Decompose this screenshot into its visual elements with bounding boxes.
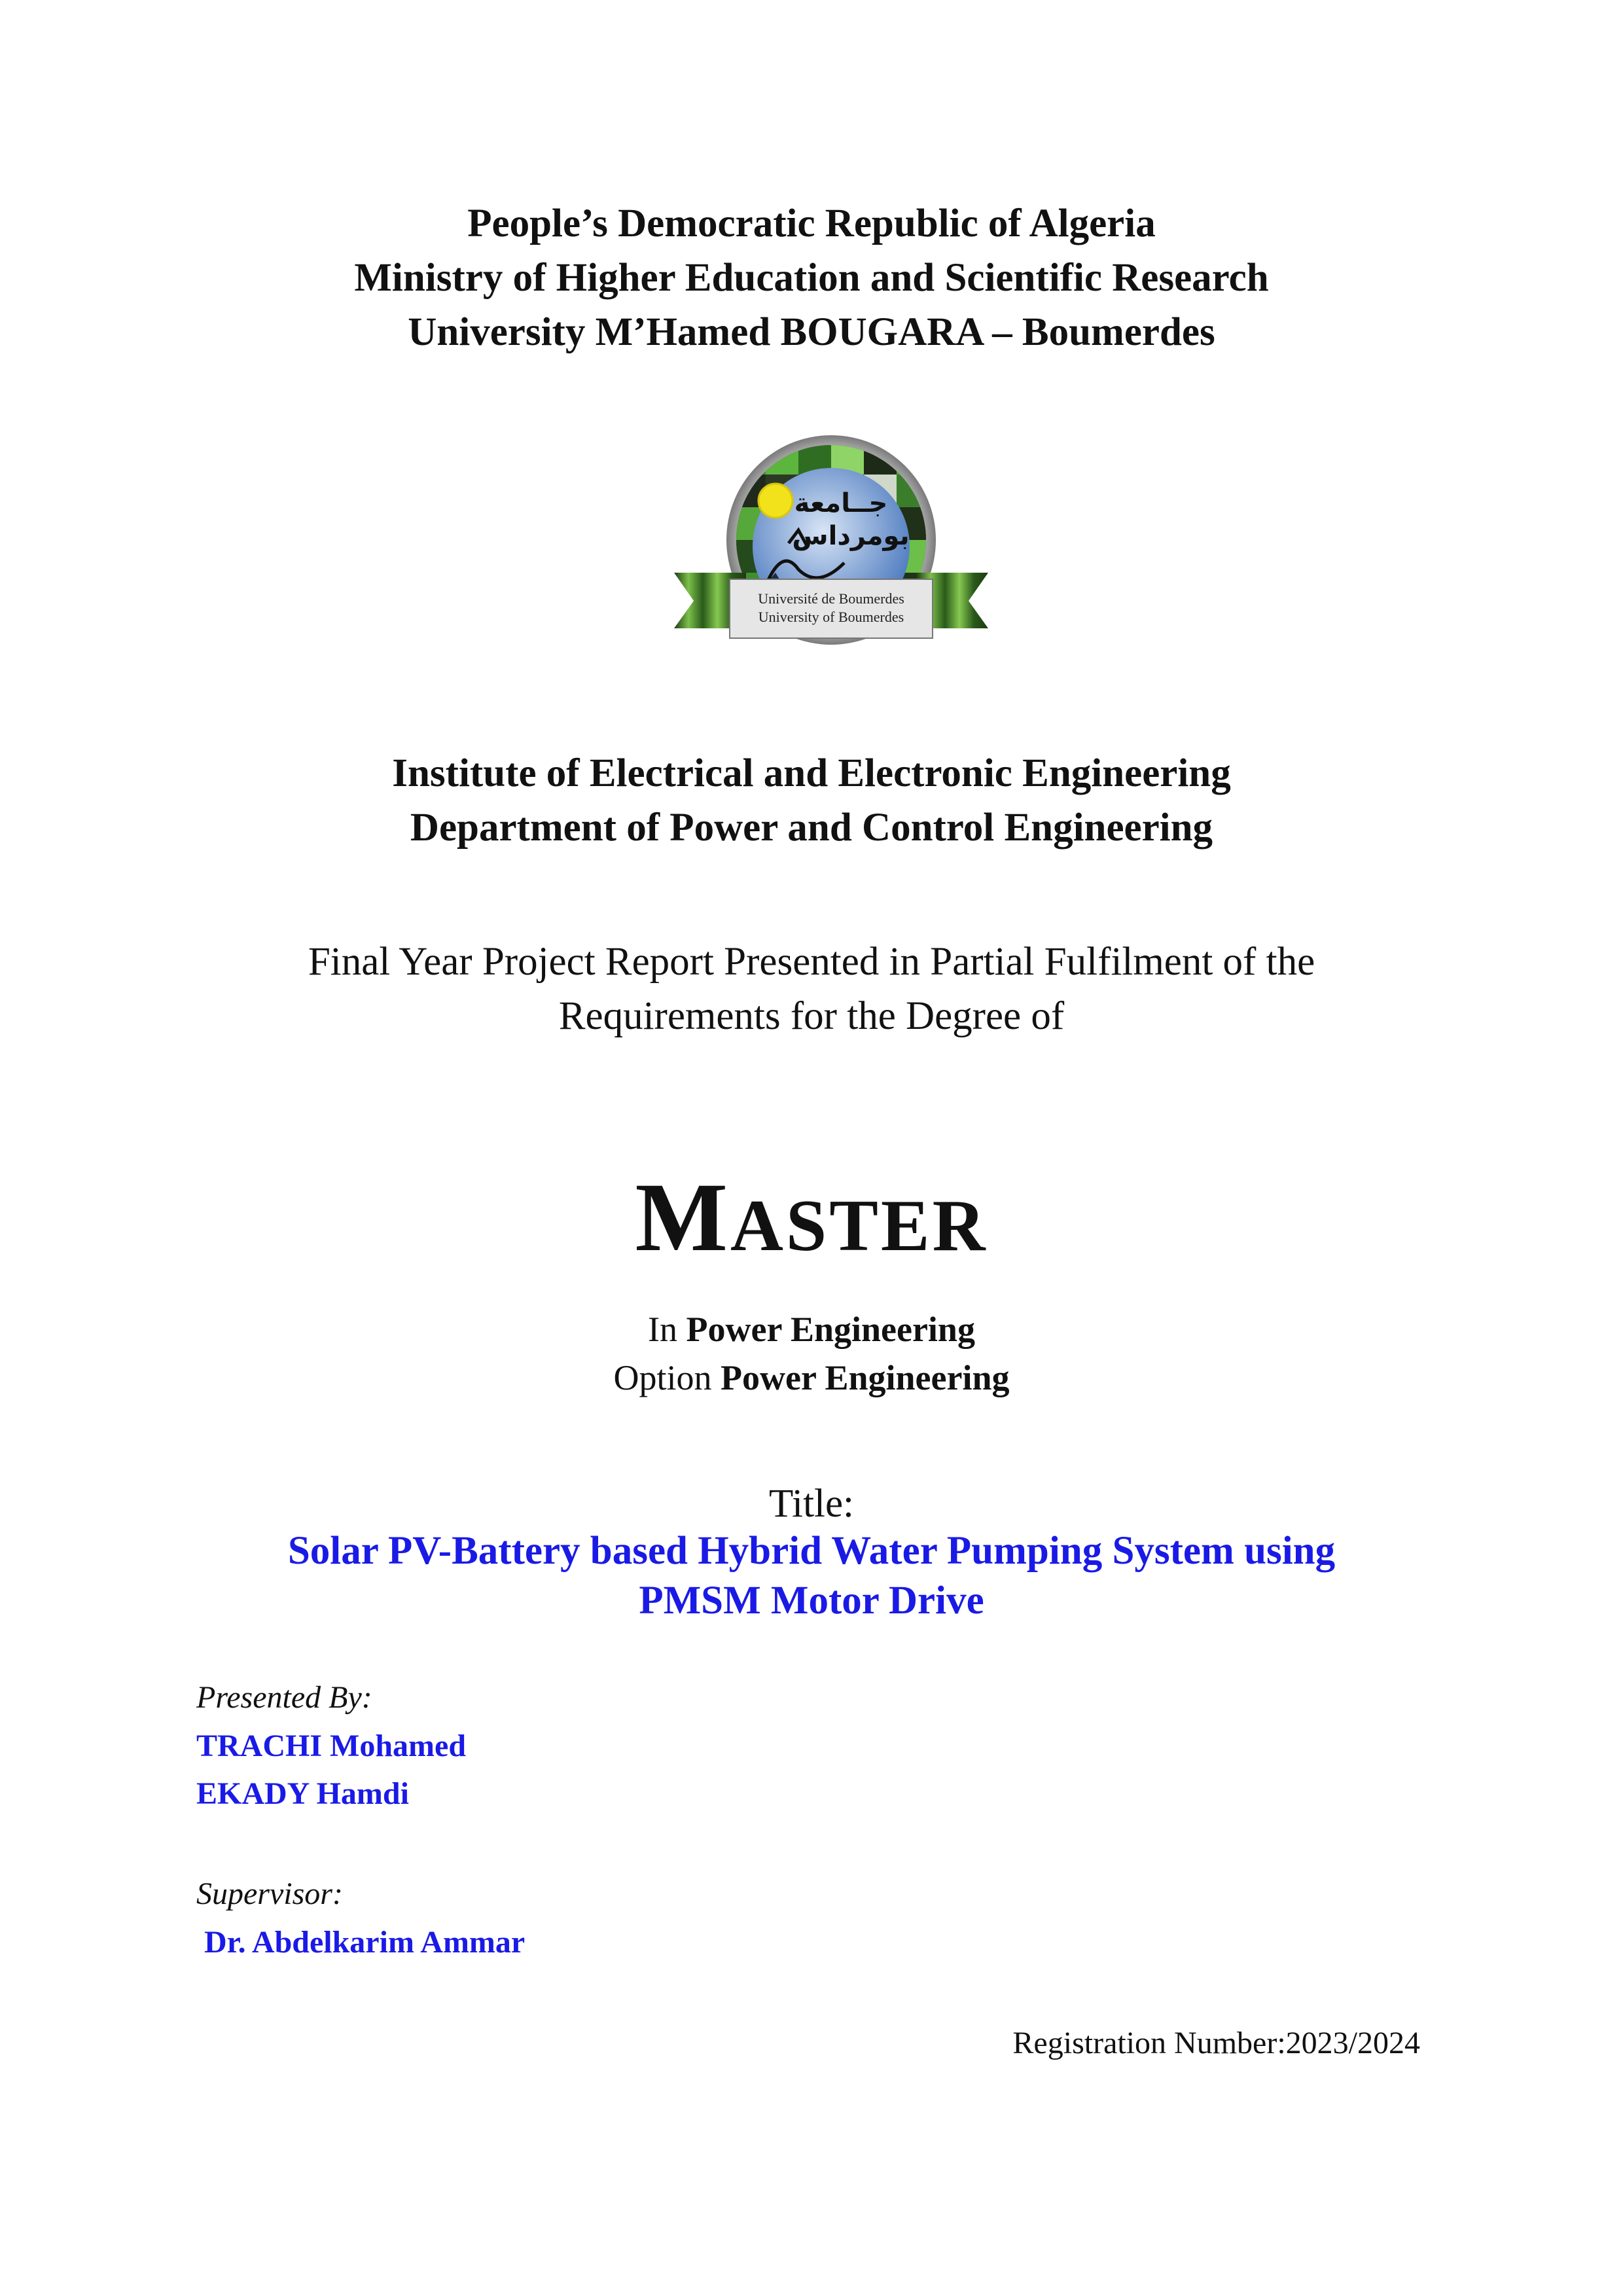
- country-name: People’s Democratic Republic of Algeria: [467, 202, 1156, 245]
- thesis-title-line1: Solar PV-Battery based Hybrid Water Pumping System using: [287, 1529, 1336, 1573]
- logo-banner-line2: University of Boumerdes: [758, 609, 904, 625]
- institute-header: [0, 746, 1623, 855]
- option-value: Power Engineering: [721, 1358, 1010, 1397]
- author-name: TRACHI Mohamed: [196, 1729, 467, 1763]
- supervisor-label: Supervisor:: [196, 1876, 343, 1911]
- supervisor-name: Dr. Abdelkarim Ammar: [204, 1925, 526, 1960]
- university-logo-icon: [668, 432, 995, 668]
- university-logo: [668, 432, 995, 668]
- logo-arabic-line1: جــامعة: [794, 488, 888, 518]
- degree-initial: M: [635, 1163, 731, 1272]
- degree-rest: ASTER: [730, 1185, 988, 1266]
- option-line: [0, 1354, 1623, 1402]
- project-statement-line2: Requirements for the Degree of: [558, 994, 1065, 1038]
- institute-name: Institute of Electrical and Electronic Engineering: [392, 751, 1231, 795]
- logo-arabic-line2: بومرداس: [792, 521, 910, 551]
- specialty-in-prefix: In: [648, 1310, 677, 1349]
- author-name: EKADY Hamdi: [196, 1776, 409, 1811]
- title-label: Title:: [769, 1482, 854, 1526]
- presented-by-label: Presented By:: [196, 1680, 372, 1715]
- project-statement: [0, 935, 1623, 1043]
- institution-header: [0, 196, 1623, 359]
- thesis-title: [0, 1526, 1623, 1626]
- specialty-line: [0, 1305, 1623, 1354]
- degree-title: [0, 1165, 1623, 1278]
- specialty: [0, 1305, 1623, 1402]
- logo-banner-line1: Université de Boumerdes: [758, 590, 904, 607]
- specialty-in-value: Power Engineering: [686, 1310, 975, 1349]
- thesis-title-line2: PMSM Motor Drive: [639, 1579, 984, 1623]
- registration-number: Registration Number:2023/2024: [1012, 2026, 1420, 2060]
- department-name: Department of Power and Control Engineering: [410, 806, 1213, 850]
- option-prefix: Option: [613, 1358, 712, 1397]
- ministry-name: Ministry of Higher Education and Scientific Research: [354, 256, 1269, 300]
- university-name: University M’Hamed BOUGARA – Boumerdes: [408, 310, 1215, 354]
- project-statement-line1: Final Year Project Report Presented in Partial Fulfilment of the: [308, 940, 1315, 984]
